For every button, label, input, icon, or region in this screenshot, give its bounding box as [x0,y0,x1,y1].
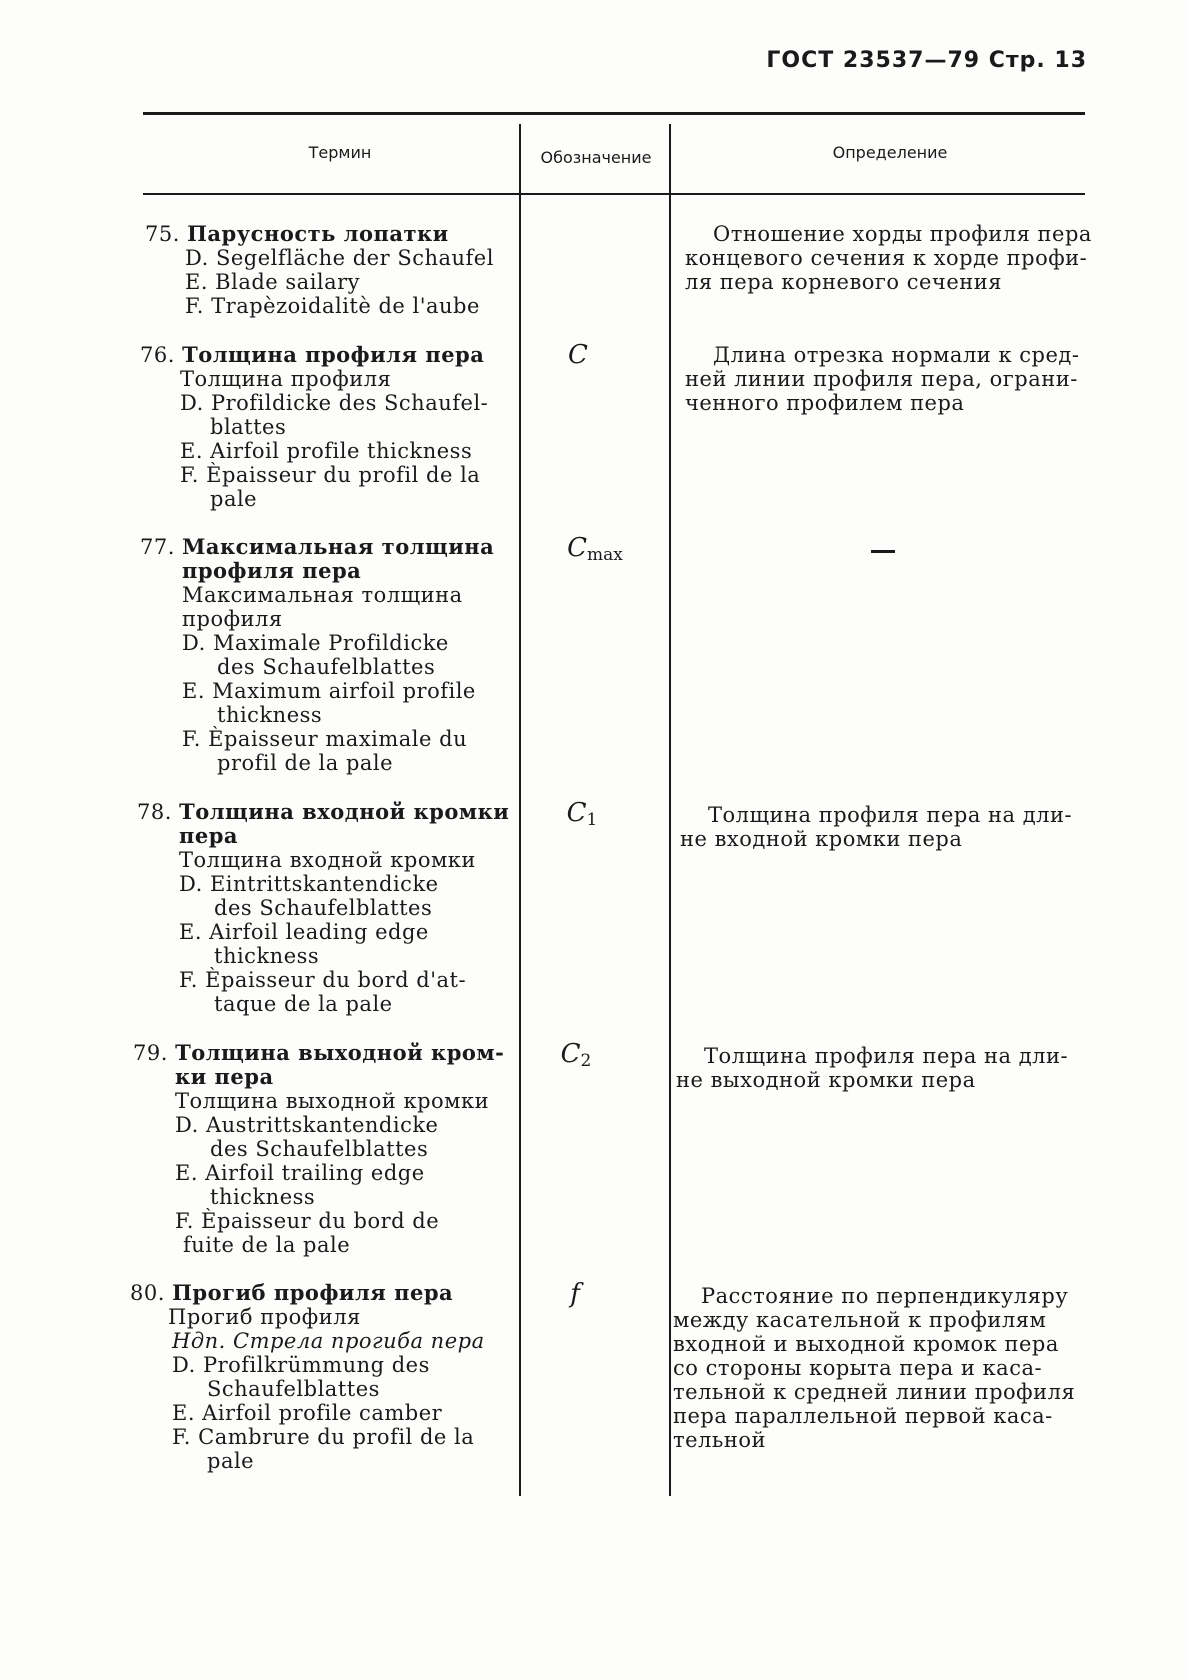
definition-line: ченного профилем пера [685,391,965,415]
definition-line: ней линии профиля пера, ограни- [685,367,1078,391]
entry-number: 79. [133,1041,168,1065]
term-title: Парусность лопатки [187,221,449,246]
symbol-letter: C [566,798,587,828]
entry-number: 78. [137,800,172,824]
term-entry-77 [140,535,500,775]
term-synonym: Максимальная толщина [182,583,463,607]
symbol-subscript: 2 [580,1051,592,1071]
entry-number: 80. [130,1281,165,1305]
symbol-79 [516,1039,636,1071]
term-french: F. Cambrure du profil de la [172,1425,475,1449]
term-title: Толщина профиля пера [182,342,485,367]
term-german: D. Profilkrümmung des [172,1353,430,1377]
term-french-cont: profil de la pale [217,751,394,775]
term-entry-80 [130,1281,490,1473]
term-german-cont: Schaufelblattes [207,1377,380,1401]
symbol-letter: C [567,533,588,563]
term-synonym: Толщина входной кромки [179,848,476,872]
term-synonym: Толщина выходной кромки [175,1089,490,1113]
term-english-cont: thickness [210,1185,316,1209]
definition-line: тельной к средней линии профиля [673,1380,1076,1404]
term-german: D. Profildicke des Schaufel- [180,391,489,415]
entry-number: 77. [140,535,175,559]
column-header-symbol: Обозначение [540,148,652,167]
definition-line: между касательной к профилям [673,1308,1047,1332]
symbol-76 [518,340,638,370]
term-english: E. Airfoil leading edge [179,920,429,944]
definition-line: Длина отрезка нормали к сред- [713,343,1080,367]
term-english: E. Blade sailary [185,270,361,294]
term-french-cont: taque de la pale [214,992,393,1016]
term-synonym: Прогиб профиля [168,1305,361,1329]
term-german-cont: des Schaufelblattes [217,655,436,679]
definition-80 [673,1284,1076,1452]
term-title: Прогиб профиля пера [172,1280,454,1305]
symbol-78 [522,798,642,830]
term-entry-78 [137,799,510,1016]
term-german-cont: des Schaufelblattes [214,896,433,920]
term-french: F. Èpaisseur du bord d'at- [179,968,467,992]
term-german: D. Segelfläche der Schaufel [185,246,494,270]
term-title: Толщина выходной кром- [175,1040,505,1065]
term-english: E. Airfoil trailing edge [175,1161,425,1185]
definition-79 [676,1044,1076,1092]
symbol-letter: C [560,1039,581,1069]
definition-line: не входной кромки пера [680,827,963,851]
definition-line: Толщина профиля пера на дли- [704,1044,1069,1068]
term-german-cont: blattes [210,415,287,439]
term-english: E. Maximum airfoil profile [182,679,476,703]
symbol-80 [515,1279,635,1309]
term-english-cont: thickness [214,944,320,968]
term-entry-75 [145,222,505,318]
symbol-subscript: 1 [586,810,598,830]
definition-76 [685,343,1085,415]
definition-75 [685,222,1092,294]
term-german-cont: des Schaufelblattes [210,1137,429,1161]
definition-line: концевого сечения к хорде профи- [685,246,1088,270]
definition-78 [680,803,1080,851]
term-english-cont: thickness [217,703,323,727]
definition-line: тельной [673,1428,766,1452]
term-french: F. Èpaisseur maximale du [182,727,468,751]
column-divider-2 [669,124,671,1496]
symbol-letter: C [568,340,588,370]
definition-77-dash [871,550,895,553]
definition-line: ля пера корневого сечения [685,270,1002,294]
column-header-definition: Определение [832,143,948,162]
definition-line: входной и выходной кромок пера [673,1332,1059,1356]
term-french-cont: fuite de la pale [183,1233,351,1257]
term-german: D. Maximale Profildicke [182,631,449,655]
term-title-cont: ки пера [175,1064,274,1089]
term-french-cont: pale [210,487,258,511]
term-title-cont: пера [179,823,239,848]
term-french: F. Èpaisseur du profil de la [180,463,481,487]
entry-number: 75. [145,222,180,246]
definition-line: пера параллельной первой каса- [673,1404,1053,1428]
symbol-letter: f [570,1279,580,1309]
term-deprecated: Ндп. Стрела прогиба пера [172,1329,485,1353]
table-header-rule [143,193,1085,195]
symbol-subscript: max [587,545,623,565]
entry-number: 76. [140,343,175,367]
term-french: F. Trapèzoidalitè de l'aube [185,294,480,318]
term-entry-76 [140,343,510,511]
term-german: D. Austrittskantendicke [175,1113,439,1137]
symbol-77 [535,533,655,565]
definition-line: со стороны корыта пера и каса- [673,1356,1043,1380]
column-header-term: Термин [308,143,372,162]
definition-line: Отношение хорды профиля пера [713,222,1092,246]
definition-line: Толщина профиля пера на дли- [708,803,1073,827]
definition-line: не выходной кромки пера [676,1068,976,1092]
term-entry-79 [133,1040,505,1257]
term-english: E. Airfoil profile thickness [180,439,473,463]
term-synonym-cont: профиля [182,607,283,631]
term-english: E. Airfoil profile camber [172,1401,443,1425]
term-title: Толщина входной кромки [179,799,510,824]
definition-line: Расстояние по перпендикуляру [701,1284,1069,1308]
term-synonym: Толщина профиля [180,367,392,391]
page-header: ГОСТ 23537—79 Стр. 13 [766,48,1087,73]
table-top-rule [143,112,1085,115]
term-french-cont: pale [207,1449,255,1473]
term-title-cont: профиля пера [182,558,362,583]
term-title: Максимальная толщина [182,534,495,559]
term-german: D. Eintrittskantendicke [179,872,439,896]
term-french: F. Èpaisseur du bord de [175,1209,440,1233]
